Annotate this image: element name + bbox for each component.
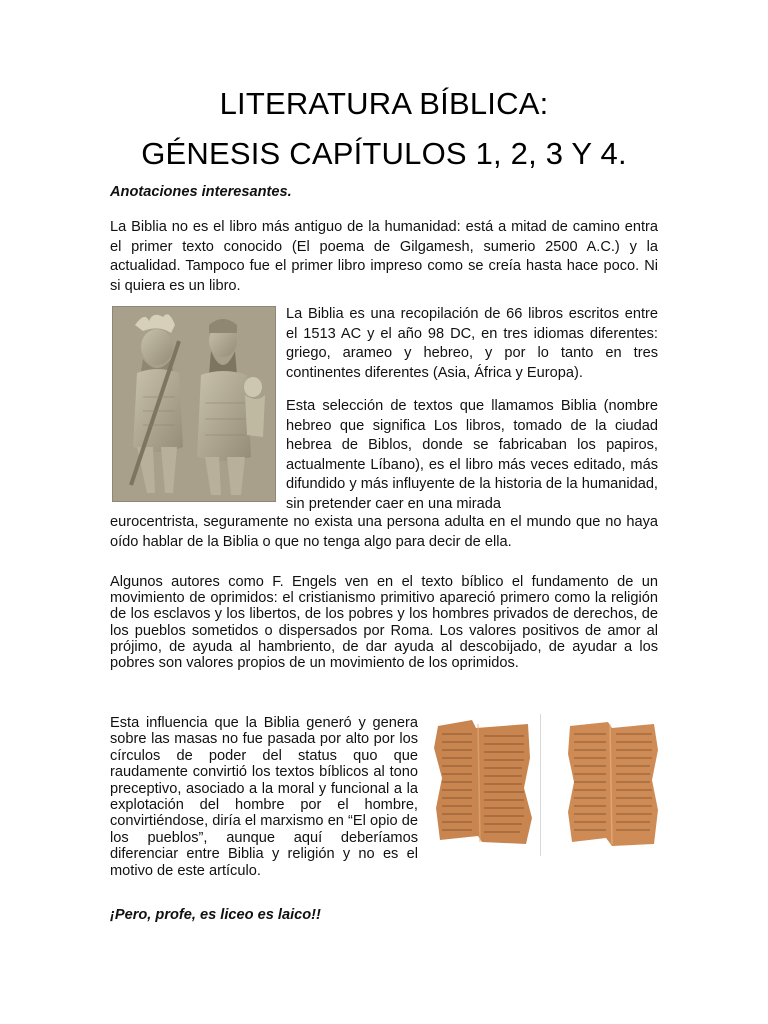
paragraph-intro: La Biblia no es el libro más antiguo de la humanidad: está a mitad de camino entra el primer texto conocido (El poema de Gilgamesh, sumerio 2500 A.C.) y la actualidad. Tampoco fue el primer libro impreso como se creía hasta hace poco. Ni si quiera es un libro. [110, 219, 658, 294]
paragraph-selection-continued: eurocentrista, seguramente no exista una persona adulta en el mundo que no haya oído hablar de la Biblia o que no tenga algo para decir de ella. [110, 514, 658, 550]
title-line-2: GÉNESIS CAPÍTULOS 1, 2, 3 Y 4. [141, 136, 627, 171]
gilgamesh-relief-image [112, 306, 276, 502]
paragraph-compilation: La Biblia es una recopilación de 66 libros escritos entre el 1513 AC y el año 98 DC, en tres idiomas diferentes: griego, arameo y hebreo, y por lo tanto en tres continentes diferentes (Asia, África y Europa). [286, 306, 658, 381]
subtitle: Anotaciones interesantes. [110, 184, 292, 200]
papyrus-fragment-right [566, 720, 660, 848]
title-line-1: LITERATURA BÍBLICA: [219, 86, 549, 121]
paragraph-selection: Esta selección de textos que llamamos Biblia (nombre hebreo que significa Los libros, tomado de la ciudad hebrea de Biblos, donde se fabricaban los papiros, actualmente Líbano), es el libro más veces editado, más difundido y más influyente de la historia de la humanidad, sin pretender caer en una mirada [286, 398, 658, 512]
image-divider [540, 714, 541, 856]
paragraph-influence: Esta influencia que la Biblia generó y genera sobre las masas no fue pasada por alto por los círculos de poder del status quo que raudamente convirtió los textos bíblicos al tono preceptivo, asociado a la moral y funcional a la explotación del hombre por el hombre, convirtiéndose, diría el marxismo en “El opio de los pueblos”, aunque aquí deberíamos diferenciar entre Biblia y religión y no es el motivo de este artículo. [110, 715, 418, 879]
papyrus-fragment-left [432, 718, 534, 848]
paragraph-engels: Algunos autores como F. Engels ven en el texto bíblico el fundamento de un movimiento de oprimidos: el cristianismo primitivo apareció primero como la religión de los esclavos y los libertos, de los pobres y los hombres privados de derechos, de los pueblos sometidos o dispersados por Roma. Los valores positivos de amor al prójimo, de ayuda al hambriento, de dar ayuda al descobijado, de ayudar a los pobres son valores propios de un movimiento de los oprimidos. [110, 574, 658, 672]
closing-heading: ¡Pero, profe, es liceo es laico!! [110, 907, 321, 923]
